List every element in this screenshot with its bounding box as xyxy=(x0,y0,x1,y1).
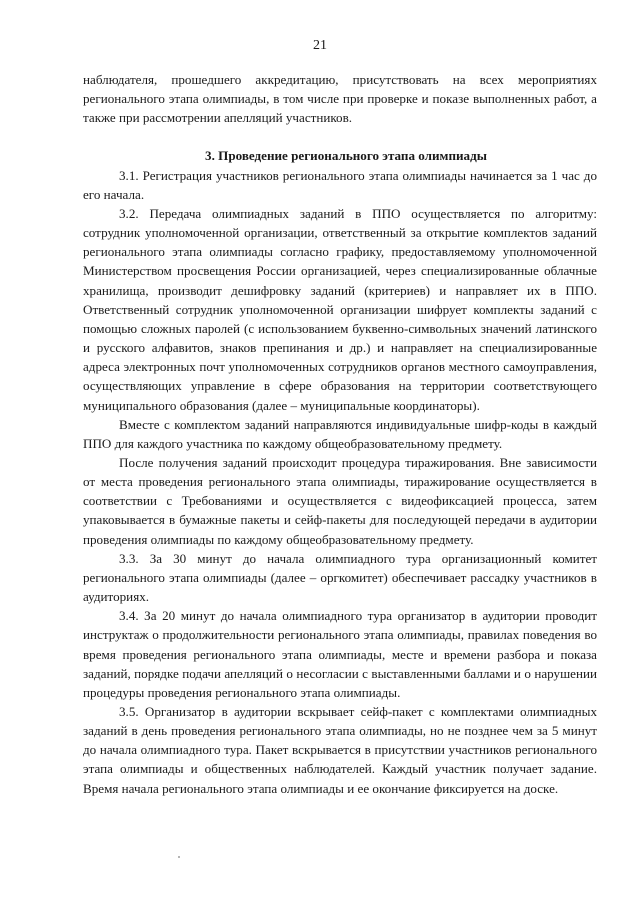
paragraph-replication: После получения заданий происходит процедура тиражирования. Вне зависимости от места проведения регионального этапа олимпиады, тиражирование осуществляется в соответствии с Требованиями и осуществляется с видеофиксацией процесса, затем упаковывается в бумажные пакеты и сейф-пакеты для последующей передачи в аудитории проведения олимпиады по каждому общеобразовательному предмету. xyxy=(83,454,597,547)
paragraph-3-1: 3.1. Регистрация участников регионального этапа олимпиады начинается за 1 час до его начала. xyxy=(83,167,597,202)
paragraph-3-4: 3.4. За 20 минут до начала олимпиадного тура организатор в аудитории проводит инструктаж о продолжительности регионального этапа олимпиады, правилах поведения во время проведения регионального этапа олимпиады, месте и времени разбора и показа заданий, порядке подачи апелляций о несогласии с выставленными баллами и о нарушении процедуры проведения регионального этапа олимпиады. xyxy=(83,608,597,700)
paragraph-observer-rights: наблюдателя, прошедшего аккредитацию, присутствовать на всех мероприятиях регионального этапа олимпиады, в том числе при проверке и показе выполненных работ, а также при рассмотрении апелляций участников. xyxy=(83,72,597,126)
paragraph-3-3: 3.3. За 30 минут до начала олимпиадного тура организационный комитет регионального этапа олимпиады (далее – оргкомитет) обеспечивает рассадку участников в аудиториях. xyxy=(83,550,597,605)
paragraph-3-5: 3.5. Организатор в аудитории вскрывает сейф-пакет с комплектами олимпиадных заданий в день проведения регионального этапа олимпиады, но не позднее чем за 5 минут до начала олимпиадного тура. Пакет вскрывается в присутствии участников регионального этапа олимпиады и общественных наблюдателей. Каждый участник получает задание. Время начала регионального этапа олимпиады и ее окончание фиксируется на доске. xyxy=(83,704,597,796)
scan-dot xyxy=(178,856,180,858)
paragraph-cipher-codes: Вместе с комплектом заданий направляются индивидуальные шифр-коды в каждый ППО для каждого участника по каждому общеобразовательному предмету. xyxy=(83,416,597,451)
section-heading: 3. Проведение регионального этапа олимпиады xyxy=(205,148,487,164)
document-body xyxy=(83,70,597,798)
page-number: 21 xyxy=(313,38,327,53)
paragraph-3-2: 3.2. Передача олимпиадных заданий в ППО осуществляется по алгоритму: сотрудник уполномоченной организации, ответственный за открытие комплектов заданий регионального этапа олимпиады согласно графику, предоставляемому уполномоченной Министерством просвещения России организацией, через специализированные облачные хранилища, производит дешифровку заданий (критериев) и направляет их в ППО. Ответственный сотрудник уполномоченной организации шифрует комплекты заданий с помощью сложных паролей (с использованием буквенно-символьных значений латинского и русского алфавитов, знаков препинания и др.) и направляет на специализированные адреса электронных почт уполномоченных сотрудников органов местного самоуправления, осуществляющих управление в сфере образования на территории соответствующего муниципального образования (далее – муниципальные координаторы). xyxy=(83,205,597,413)
